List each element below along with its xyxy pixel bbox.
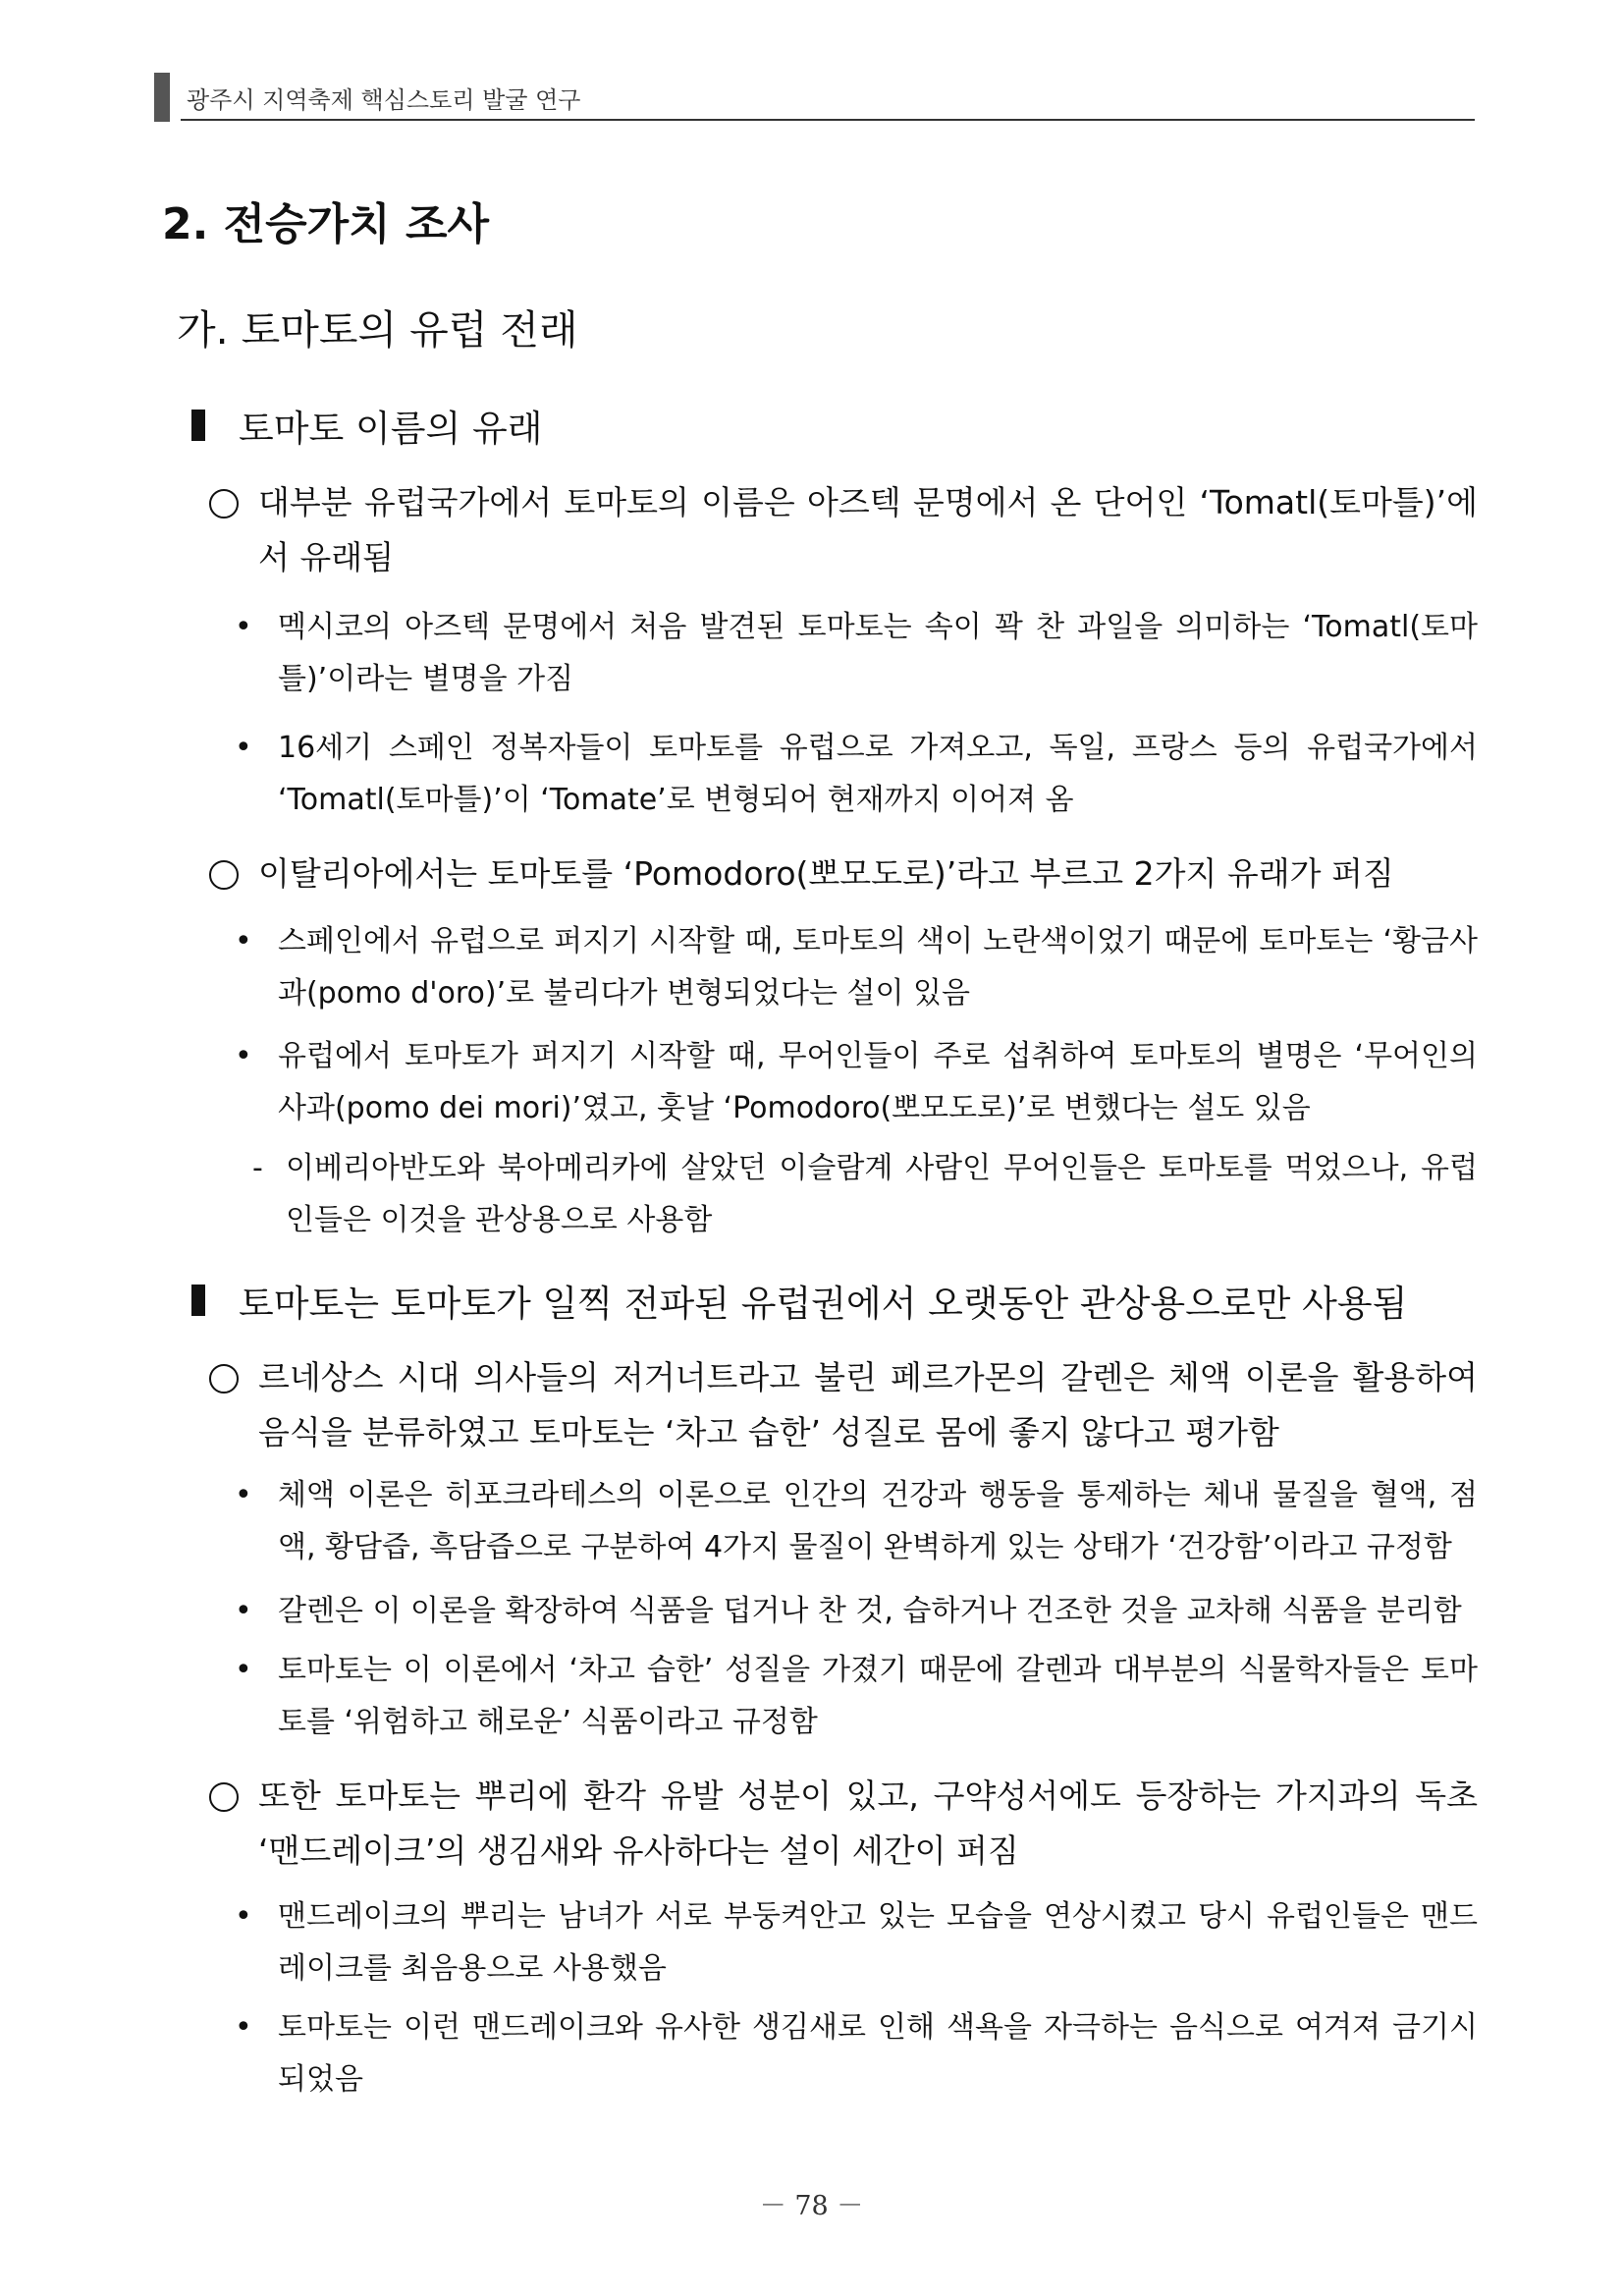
running-header: 광주시 지역축제 핵심스토리 발굴 연구 (187, 86, 581, 114)
bullet-text: 갈렌은 이 이론을 확장하여 식품을 덥거나 찬 것, 습하거나 건조한 것을 교차해 식품을 분리함 (278, 1594, 1462, 1628)
circle-item-text: 르네상스 시대 의사들의 저거너트라고 불린 페르가몬의 갈렌은 체액 이론을 활용하여 음식을 분류하였고 토마토는 ‘차고 습한’ 성질로 몸에 좋지 않다고 평가함 (258, 1358, 1478, 1451)
bullet-item (191, 1890, 1478, 1995)
bullet-text: 스페인에서 유럽으로 퍼지기 시작할 때, 토마토의 색이 노란색이었기 때문에 토마토는 ‘황금사과(pomo d'oro)’로 불리다가 변형되었다는 설이 있음 (278, 924, 1478, 1011)
dash-item (191, 1142, 1478, 1246)
bullet-item (191, 722, 1478, 826)
bullet-item (191, 601, 1478, 705)
circle-item-text: 이탈리아에서는 토마토를 ‘Pomodoro(뽀모도로)’라고 부르고 2가지 유래가 퍼짐 (258, 854, 1394, 893)
dash-marker: - (252, 1151, 263, 1185)
topic-title: 토마토 이름의 유래 (239, 408, 543, 450)
bullet-icon: • (235, 924, 252, 958)
square-marker-icon (191, 1285, 205, 1316)
bullet-icon: • (235, 731, 252, 765)
subsection-title: 가. 토마토의 유럽 전래 (177, 306, 578, 354)
bullet-icon: • (235, 1594, 252, 1628)
circle-marker-icon (209, 860, 239, 890)
bullet-text: 체액 이론은 히포크라테스의 이론으로 인간의 건강과 행동을 통제하는 체내 물질을 혈액, 점액, 황담즙, 흑담즙으로 구분하여 4가지 물질이 완벽하게 있는 상태가 ‘건강함’이라고 규정함 (278, 1478, 1478, 1564)
bullet-text: 16세기 스페인 정복자들이 토마토를 유럽으로 가져오고, 독일, 프랑스 등의 유럽국가에서 ‘Tomatl(토마틀)’이 ‘Tomate’로 변형되어 현재까지 이어져 옴 (278, 731, 1478, 817)
bullet-text: 맨드레이크의 뿌리는 남녀가 서로 부둥켜안고 있는 모습을 연상시켰고 당시 유럽인들은 맨드레이크를 최음용으로 사용했음 (278, 1899, 1478, 1986)
bullet-item (191, 2001, 1478, 2105)
bullet-text: 멕시코의 아즈텍 문명에서 처음 발견된 토마토는 속이 꽉 찬 과일을 의미하는 ‘Tomatl(토마틀)’이라는 별명을 가짐 (278, 610, 1478, 696)
bullet-text: 유럽에서 토마토가 퍼지기 시작할 때, 무어인들이 주로 섭취하여 토마토의 별명은 ‘무어인의 사과(pomo dei mori)’였고, 훗날 ‘Pomodoro(뽀모도로)’로 변했다는 설도 있음 (278, 1039, 1478, 1125)
header-bar (154, 73, 170, 122)
bullet-item (191, 1469, 1478, 1573)
circle-item-text: 또한 토마토는 뿌리에 환각 유발 성분이 있고, 구약성서에도 등장하는 가지과의 독초 ‘맨드레이크’의 생김새와 유사하다는 설이 세간이 퍼짐 (258, 1777, 1478, 1870)
header-rule (181, 119, 1475, 121)
topic-title: 토마토는 토마토가 일찍 전파된 유럽권에서 오랫동안 관상용으로만 사용됨 (239, 1283, 1408, 1325)
bullet-text: 토마토는 이런 맨드레이크와 유사한 생김새로 인해 색욕을 자극하는 음식으로 여겨져 금기시 되었음 (278, 2010, 1478, 2097)
circle-marker-icon (209, 1782, 239, 1812)
circle-marker-icon (209, 489, 239, 519)
circle-item (191, 1769, 1478, 1879)
bullet-icon: • (235, 1478, 252, 1512)
bullet-icon: • (235, 1899, 252, 1934)
dash-text: 이베리아반도와 북아메리카에 살았던 이슬람계 사람인 무어인들은 토마토를 먹었으나, 유럽인들은 이것을 관상용으로 사용함 (286, 1151, 1478, 1237)
square-marker-icon (191, 410, 205, 441)
bullet-icon: • (235, 1039, 252, 1073)
bullet-item (191, 1644, 1478, 1748)
circle-item (191, 1350, 1478, 1460)
circle-item (191, 475, 1478, 585)
bullet-item (191, 1030, 1478, 1134)
bullet-text: 토마토는 이 이론에서 ‘차고 습한’ 성질을 가졌기 때문에 갈렌과 대부분의 식물학자들은 토마토를 ‘위험하고 해로운’ 식품이라고 규정함 (278, 1653, 1478, 1739)
bullet-icon: • (235, 1653, 252, 1687)
circle-item (191, 847, 1478, 902)
topic-heading (191, 1274, 1478, 1327)
section-title: 2. 전승가치 조사 (162, 199, 489, 249)
bullet-item (191, 915, 1478, 1019)
bullet-item (191, 1585, 1478, 1637)
page-number: － 78 － (759, 2191, 864, 2221)
circle-item-text: 대부분 유럽국가에서 토마토의 이름은 아즈텍 문명에서 온 단어인 ‘Tomatl(토마틀)’에서 유래됨 (258, 483, 1478, 576)
circle-marker-icon (209, 1364, 239, 1394)
bullet-icon: • (235, 2010, 252, 2045)
topic-heading (191, 399, 1478, 452)
bullet-icon: • (235, 610, 252, 644)
